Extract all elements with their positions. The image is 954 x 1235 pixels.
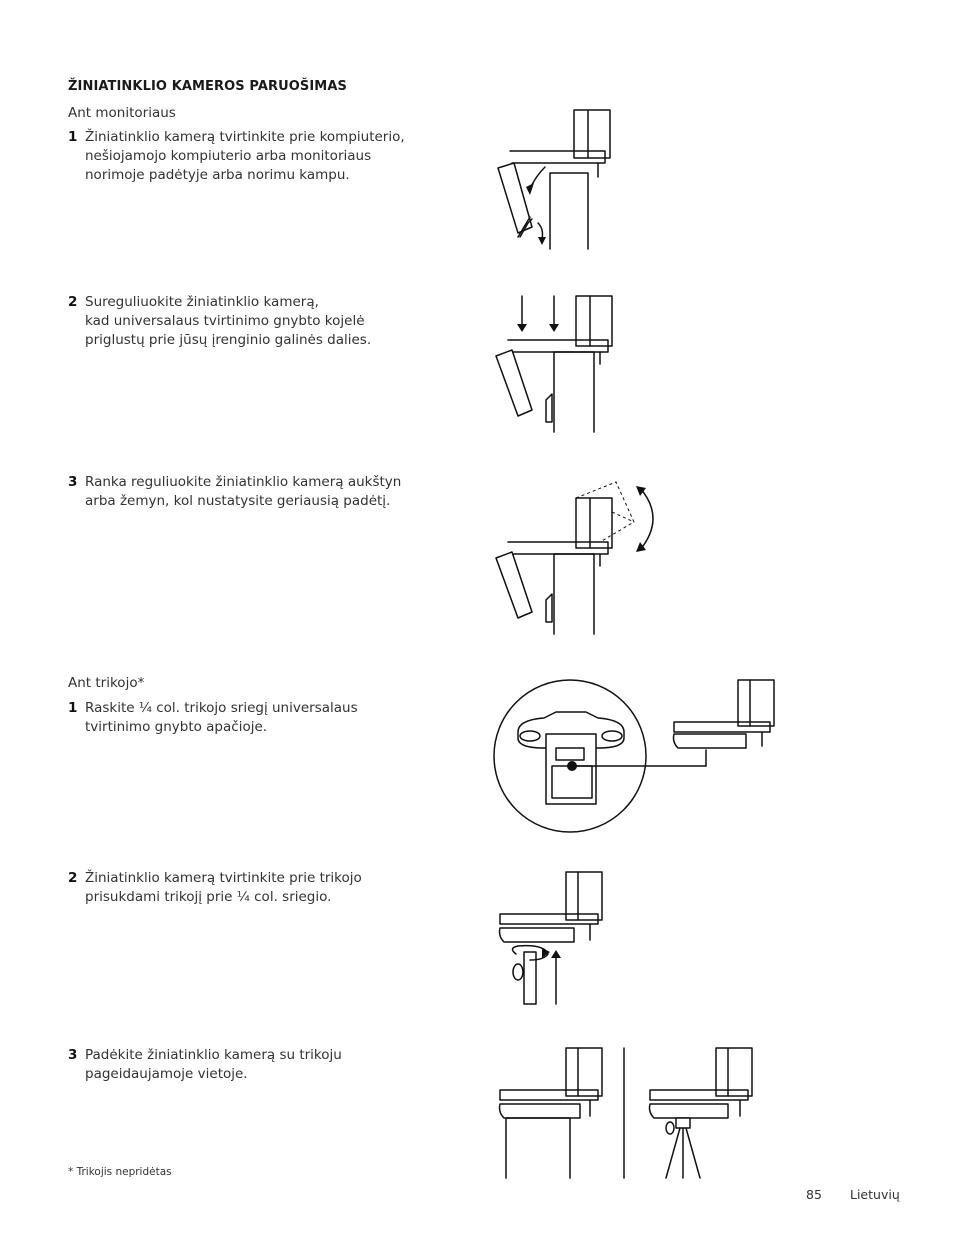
step-number: 3 <box>68 1047 78 1063</box>
tripod-step-1 <box>68 699 428 739</box>
step-text: Raskite ¼ col. trikojo sriegį universalaus tvirtinimo gnybto apačioje. <box>85 700 358 735</box>
step-number: 3 <box>68 474 78 490</box>
illustration-tripod-step-3 <box>494 1044 764 1180</box>
step-number: 1 <box>68 129 78 145</box>
step-text: Žiniatinklio kamerą tvirtinkite prie kompiuterio, nešiojamojo kompiuterio arba monitoriaus norimoje padėtyje arba norimu kampu. <box>85 129 405 183</box>
step-text: Padėkite žiniatinklio kamerą su trikoju pageidaujamoje vietoje. <box>85 1047 342 1082</box>
tripod-step-2 <box>68 869 428 909</box>
tripod-step-3 <box>68 1046 428 1086</box>
step-text: Sureguliuokite žiniatinklio kamerą, kad universalaus tvirtinimo gnybto kojelė priglustų prie jūsų įrenginio galinės dalies. <box>85 294 372 348</box>
illustration-tripod-step-2 <box>494 868 614 1008</box>
page-number: 85 <box>806 1187 822 1202</box>
monitor-subtitle: Ant monitoriaus <box>68 105 176 121</box>
illustration-monitor-step-3 <box>490 482 670 637</box>
illustration-monitor-step-1 <box>490 105 620 255</box>
step-text: Ranka reguliuokite žiniatinklio kamerą aukštyn arba žemyn, kol nustatysite geriausią padėtį. <box>85 474 402 509</box>
illustration-monitor-step-2 <box>490 290 620 435</box>
step-number: 2 <box>68 870 78 886</box>
monitor-step-3 <box>68 473 428 513</box>
step-number: 2 <box>68 294 78 310</box>
footnote: * Trikojis nepridėtas <box>68 1166 172 1178</box>
illustration-tripod-step-1 <box>494 676 784 834</box>
step-text: Žiniatinklio kamerą tvirtinkite prie trikojo prisukdami trikojį prie ¼ col. sriegio. <box>85 870 362 905</box>
monitor-step-2 <box>68 293 428 353</box>
monitor-step-1 <box>68 128 428 188</box>
section-title: ŽINIATINKLIO KAMEROS PARUOŠIMAS <box>68 79 347 94</box>
language-label: Lietuvių <box>850 1187 900 1202</box>
step-number: 1 <box>68 700 78 716</box>
tripod-subtitle: Ant trikojo* <box>68 675 145 691</box>
